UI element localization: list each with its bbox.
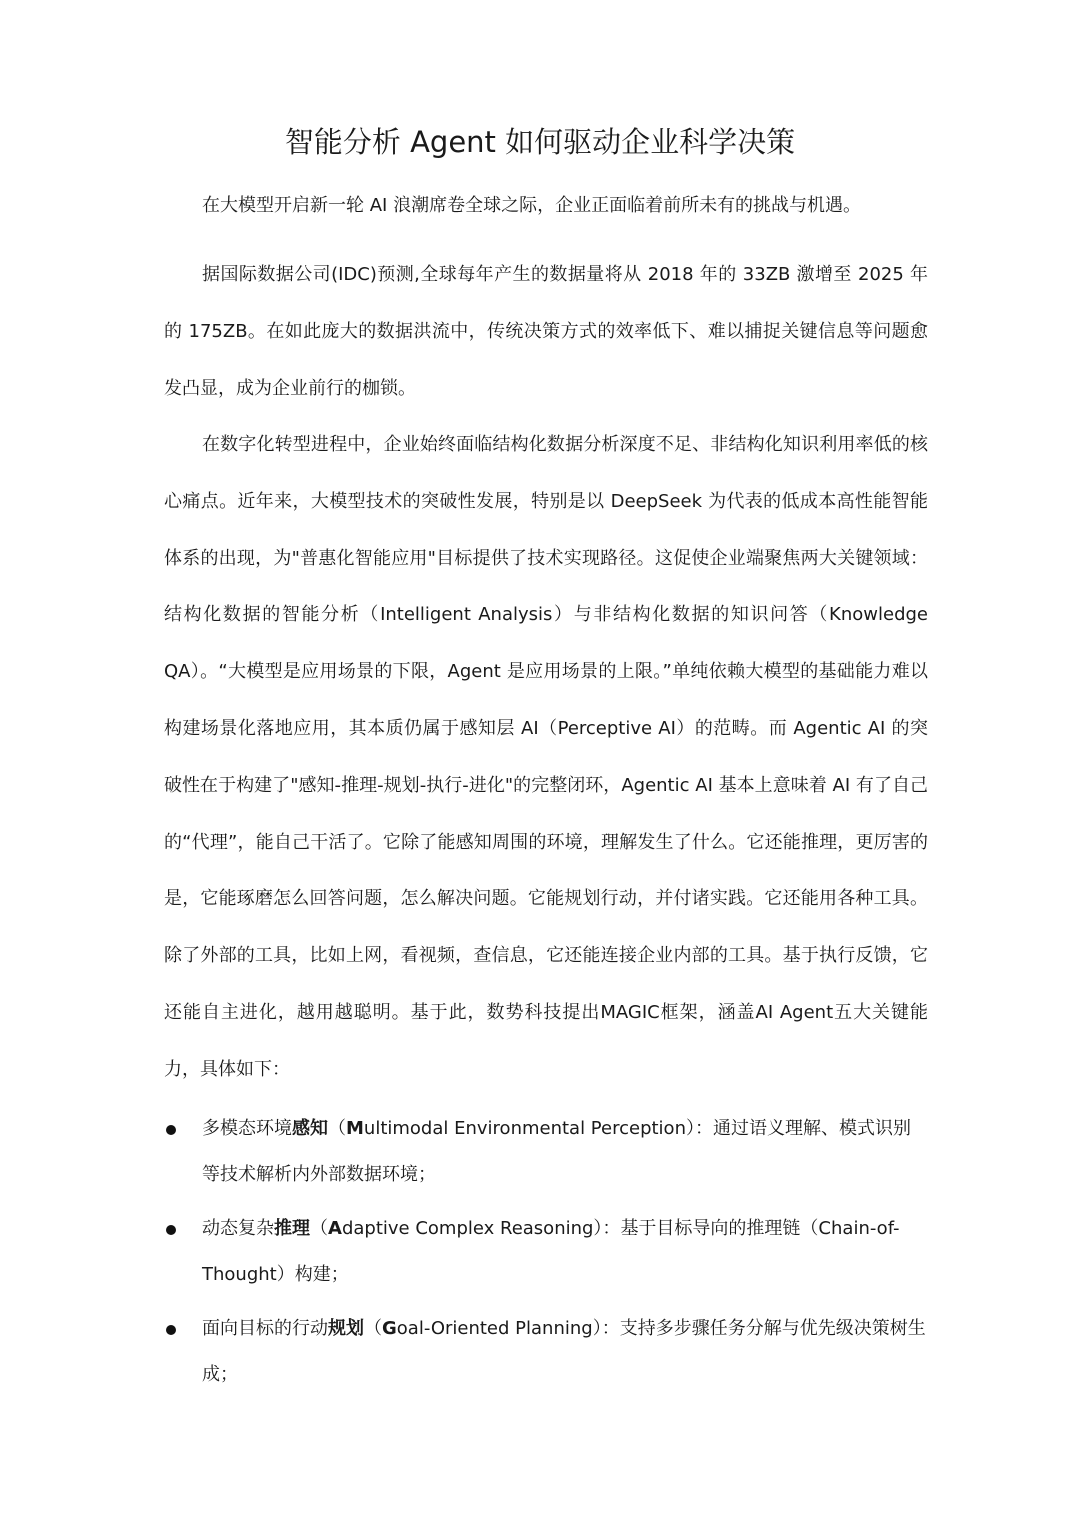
item-english-name: oal-Oriented Planning）： bbox=[396, 1318, 620, 1339]
item-keyword: 规划 bbox=[328, 1318, 364, 1339]
item-keyword: 推理 bbox=[274, 1218, 310, 1239]
item-initial-letter: M bbox=[346, 1118, 364, 1139]
item-description: 基于目标导向的推理链（Chain-of-Thought）构建； bbox=[202, 1218, 900, 1285]
intro-paragraph: 在大模型开启新一轮 AI 浪潮席卷全球之际，企业正面临着前所未有的挑战与机遇。 bbox=[202, 195, 862, 216]
item-initial-letter: A bbox=[328, 1218, 342, 1239]
item-open-paren: （ bbox=[310, 1218, 328, 1239]
item-description: 支持多步骤任务分解与优先级决策树生成； bbox=[202, 1318, 926, 1385]
item-prefix: 动态复杂 bbox=[202, 1218, 274, 1239]
paragraph-digital-transformation: 在数字化转型进程中，企业始终面临结构化数据分析深度不足、非结构化知识利用率低的核心痛点。近年来，大模型技术的突破性发展，特别是以 DeepSeek 为代表的低成本高性能智能体系的出现，为"普惠化智能应用"目标提供了技术实现路径。这促使企业端聚焦两大关键领域：结构化数据的智能分析（Intelligent Analysis）与非结构化数据的知识问答（Knowledge QA）。“大模型是应用场景的下限，Agent 是应用场景的上限。”单纯依赖大模型的基础能力难以构建场景化落地应用，其本质仍属于感知层 AI（Perceptive AI）的范畴。而 Agentic AI 的突破性在于构建了"感知-推理-规划-执行-进化"的完整闭环，Agentic AI 基本上意味着 AI 有了自己的“代理”，能自己干活了。它除了能感知周围的环境，理解发生了什么。它还能推理，更厉害的是，它能琢磨怎么回答问题，怎么解决问题。它能规划行动，并付诸实践。它还能用各种工具。除了外部的工具，比如上网，看视频，查信息，它还能连接企业内部的工具。基于执行反馈，它还能自主进化，越用越聪明。基于此，数势科技提出MAGIC框架，涵盖AI Agent五大关键能力，具体如下： bbox=[164, 434, 928, 1080]
item-description: 通过语义理解、模式识别等技术解析内外部数据环境； bbox=[202, 1118, 911, 1185]
list-item bbox=[164, 1306, 928, 1398]
item-english-name: daptive Complex Reasoning）： bbox=[341, 1218, 621, 1239]
item-open-paren: （ bbox=[364, 1318, 382, 1339]
item-keyword: 感知 bbox=[292, 1118, 328, 1139]
bullet-dot-icon bbox=[166, 1125, 176, 1135]
page-title: 智能分析 Agent 如何驱动企业科学决策 bbox=[284, 125, 796, 159]
magic-capabilities-list bbox=[164, 1106, 928, 1406]
bullet-dot-icon bbox=[166, 1325, 176, 1335]
item-initial-letter: G bbox=[382, 1318, 397, 1339]
item-prefix: 面向目标的行动 bbox=[202, 1318, 328, 1339]
bullet-dot-icon bbox=[166, 1225, 176, 1235]
list-item bbox=[164, 1206, 928, 1298]
paragraph-idc-forecast: 据国际数据公司(IDC)预测,全球每年产生的数据量将从 2018 年的 33ZB 激增至 2025 年的 175ZB。在如此庞大的数据洪流中，传统决策方式的效率低下、难以捕捉关键信息等问题愈发凸显，成为企业前行的枷锁。 bbox=[164, 264, 928, 399]
item-open-paren: （ bbox=[328, 1118, 346, 1139]
list-item bbox=[164, 1106, 928, 1198]
item-english-name: ultimodal Environmental Perception）： bbox=[363, 1118, 713, 1139]
item-prefix: 多模态环境 bbox=[202, 1118, 292, 1139]
